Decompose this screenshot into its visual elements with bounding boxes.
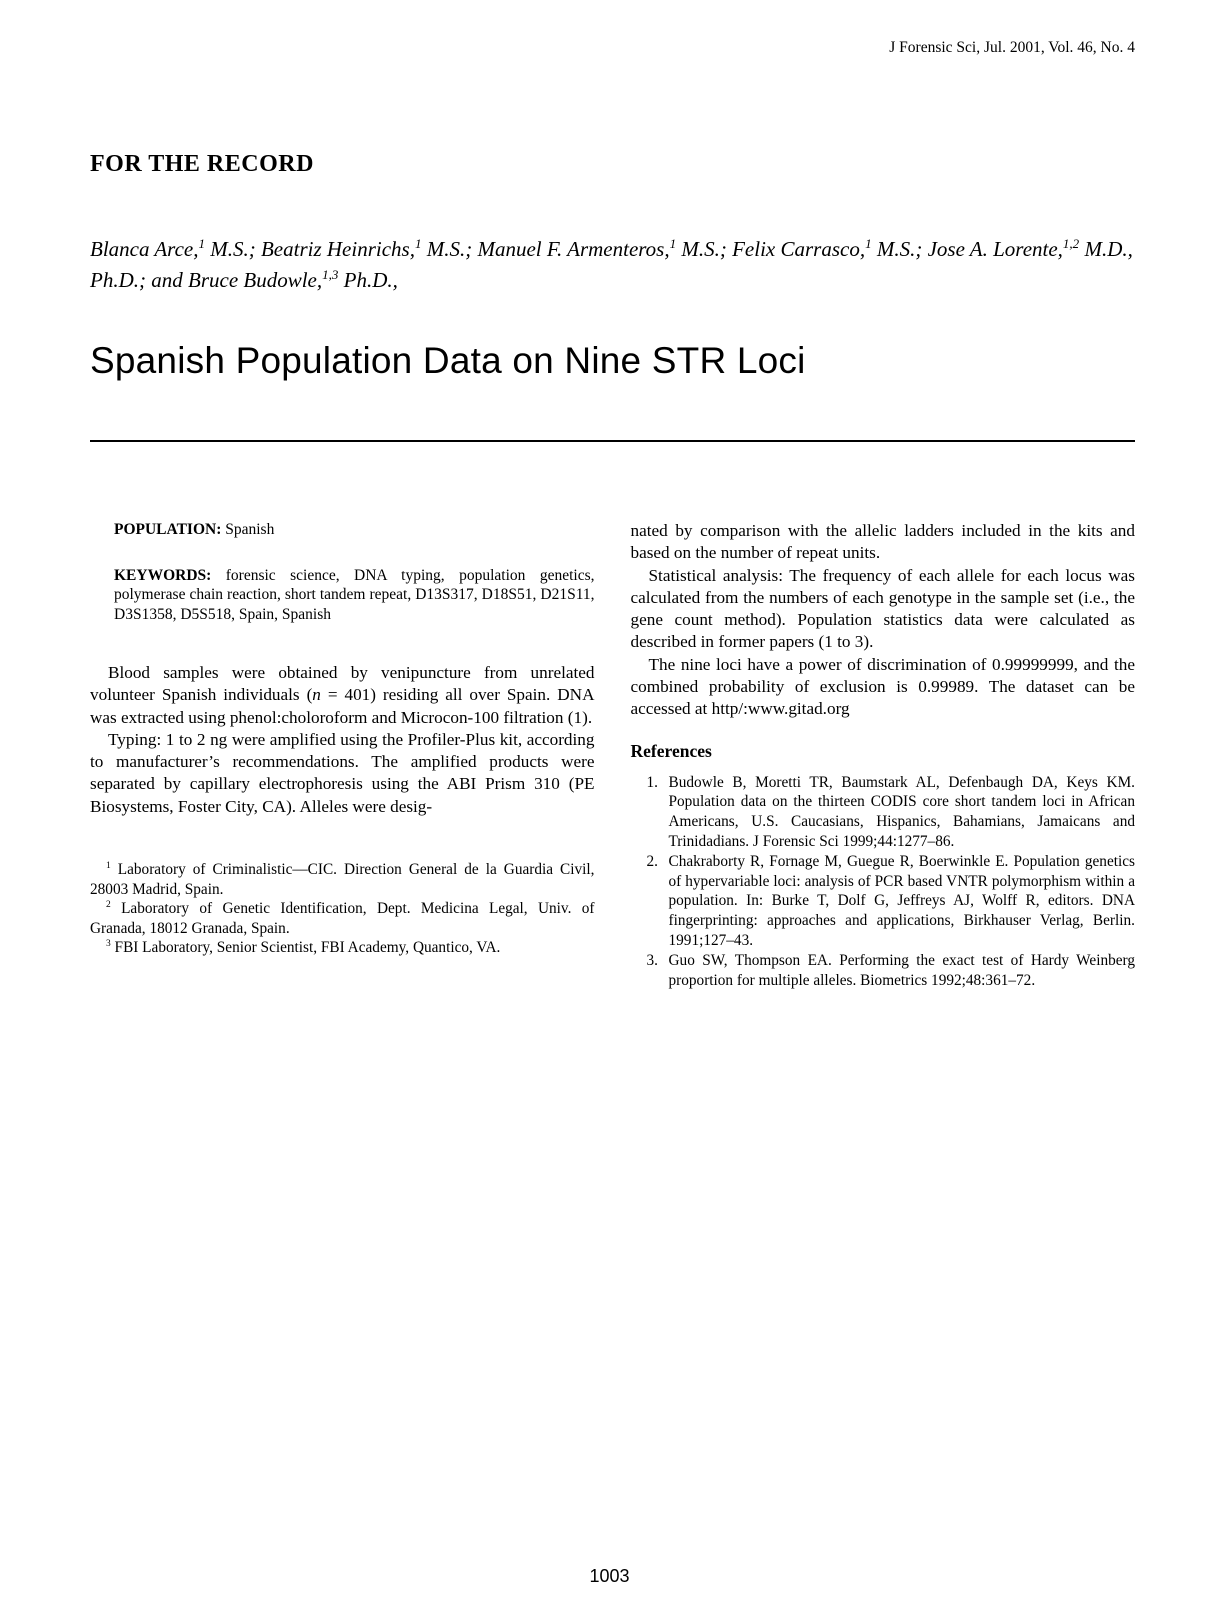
author-degrees: M.S.; [421,237,478,261]
author [90,237,261,261]
reference-item [647,951,1136,991]
footnote [90,899,595,938]
references-heading: References [630,740,712,761]
footnote-text: Laboratory of Criminalistic—CIC. Direction General de la Guardia Civil, 28003 Madrid, Spain. [90,861,595,898]
paragraph-statistical-analysis: Statistical analysis: The frequency of each allele for each locus was calculated from the numbers of each genotype in the sample set (i.e., the gene count method). Population statistics data were calculated as described in former papers (1 to 3). [630,565,1135,652]
affiliation-superscript: 1 [865,236,872,251]
section-label: FOR THE RECORD [90,151,314,177]
keywords-label: KEYWORDS: [114,566,212,584]
population-line [90,520,595,540]
two-column-body [90,520,1135,990]
paragraph-blood-samples [90,662,595,729]
footnote-text: FBI Laboratory, Senior Scientist, FBI Academy, Quantico, VA. [110,939,501,957]
author-degrees: Ph.D., [338,268,398,292]
reference-text: Budowle B, Moretti TR, Baumstark AL, Defenbaugh DA, Keys KM. Population data on the thirteen CODIS core short tandem loci in African Americans, U.S. Caucasians, Hispanics, Bahamians, Jamaicans and Trinidadians. J Forensic Sci 1999;44:1277–86. [668,773,1135,851]
affiliation-superscript: 1 [669,236,677,251]
author [188,268,398,292]
affiliation-superscript: 1 [198,236,205,251]
references-list [647,773,1136,991]
keywords-value: forensic science, DNA typing, population genetics, polymerase chain reaction, short tandem repeat, D13S317, D18S51, D21S11, D3S1358, D5S518, Spain, Spanish [114,566,595,623]
author-name: Jose A. Lorente, [927,237,1063,261]
author-name: Felix Carrasco, [732,237,866,261]
author-name: Manuel F. Armenteros, [477,237,670,261]
footnote-number: 3 [106,938,111,949]
author-name: Bruce Budowle, [188,268,323,292]
affiliation-superscript: 1 [414,236,422,251]
author-name: Beatriz Heinrichs, [260,237,415,261]
paragraph-typing: Typing: 1 to 2 ng were amplified using the Profiler-Plus kit, according to manufacturer’s recommendations. The amplified products were separated by capillary electrophoresis using the ABI Prism 310 (PE Biosystems, Foster City, CA). Alleles were desig- [90,729,595,816]
reference-number: 1. [646,773,658,791]
author-degrees: M.S.; [204,237,261,261]
article-title: Spanish Population Data on Nine STR Loci [90,340,806,381]
population-label: POPULATION: [114,521,222,538]
footnote-text: Laboratory of Genetic Identification, Dept. Medicina Legal, Univ. of Granada, 18012 Granada, Spain. [90,900,595,937]
paragraph-discrimination: The nine loci have a power of discrimination of 0.99999999, and the combined probability of exclusion is 0.99989. The dataset can be accessed at http/:www.gitad.org [630,654,1135,719]
reference-number: 3. [646,951,658,969]
reference-item [647,773,1136,852]
left-column [90,520,595,990]
author-degrees: M.D., Ph.D.; and [90,237,1133,292]
author [261,237,478,261]
reference-text: Chakraborty R, Fornage M, Guegue R, Boerwinkle E. Population genetics of hypervariable loci: analysis of PCR based VNTR polymorphism within a population. In: Burke T, Dolf G, Jeffreys AJ, Wolff R, editors. DNA fingerprinting: approaches and applications, Birkhauser Verlag, Berlin. 1991;127–43. [668,852,1135,950]
italic-variable-n: n [312,685,321,705]
author-line [90,234,1135,296]
footnotes [90,860,595,958]
footnote-number: 2 [106,899,111,910]
population-value: Spanish [221,521,275,538]
footnote [90,938,595,958]
paragraph-continuation: nated by comparison with the allelic ladders included in the kits and based on the number of repeat units. [630,521,1135,563]
right-column [631,520,1136,990]
author [732,237,928,261]
paragraph-text: Blood samples were obtained by venipuncture from unrelated volunteer Spanish individuals ( [90,663,595,705]
reference-item [647,852,1136,951]
affiliation-superscript: 1,3 [322,267,339,282]
footnote [90,860,595,899]
reference-text: Guo SW, Thompson EA. Performing the exact test of Hardy Weinberg proportion for multiple alleles. Biometrics 1992;48:361–72. [668,951,1135,989]
reference-number: 2. [646,852,658,870]
page-number: 1003 [589,1566,630,1586]
footnote-number: 1 [106,860,111,871]
author-name: Blanca Arce, [90,237,199,261]
affiliation-superscript: 1,2 [1062,236,1080,251]
journal-header: J Forensic Sci, Jul. 2001, Vol. 46, No. 4 [889,39,1135,56]
author-degrees: M.S.; [676,237,733,261]
keywords-line [90,566,595,625]
title-rule [90,440,1135,442]
paragraph-text: = 401) residing all over Spain. DNA was extracted using phenol:choloroform and Microcon-100 filtration (1). [90,685,595,727]
author [477,237,732,261]
author-degrees: M.S.; [871,237,928,261]
